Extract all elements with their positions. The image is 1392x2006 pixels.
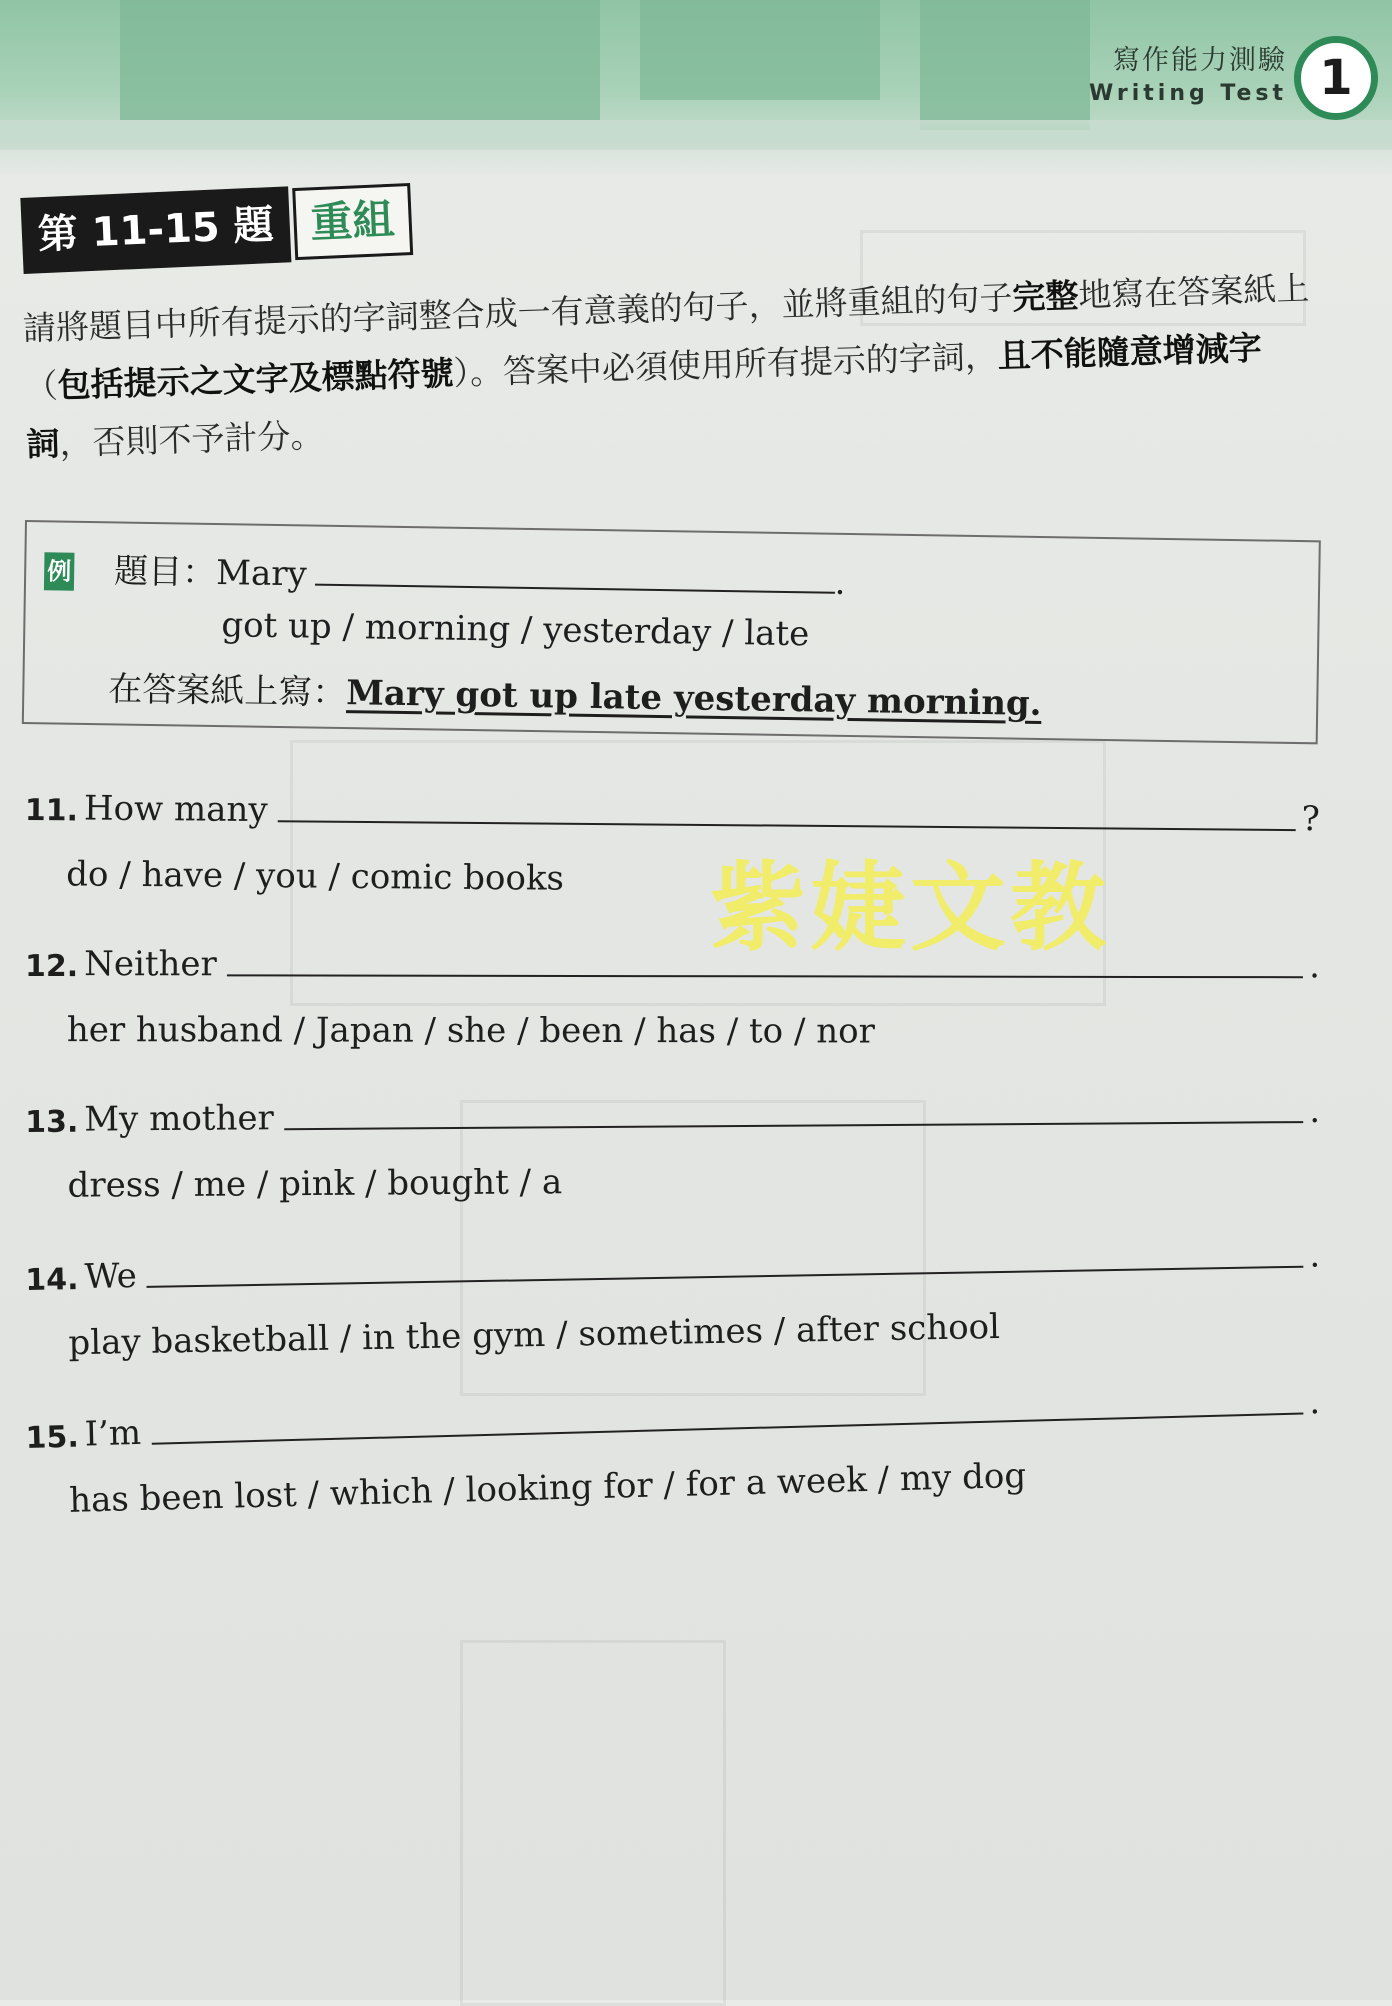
question-end: . bbox=[1309, 1090, 1321, 1132]
question-words: play basketball / in the gym / sometimes / after school bbox=[68, 1306, 1001, 1364]
background-illustration bbox=[460, 1640, 726, 2006]
question-words: dress / me / pink / bought / a bbox=[67, 1162, 563, 1206]
example-answer-row bbox=[108, 661, 1042, 725]
example-prompt-label: 題目： bbox=[113, 551, 217, 594]
question-12 bbox=[25, 944, 1320, 1052]
question-start: I’m bbox=[84, 1412, 142, 1455]
instruction-bold: 且不能隨意增減字詞 bbox=[25, 328, 1263, 464]
section-label bbox=[20, 181, 413, 274]
example-prompt-end: . bbox=[834, 562, 846, 603]
question-number: 15. bbox=[25, 1419, 80, 1456]
instruction-bold: 包括提示之文字及標點符號 bbox=[57, 353, 455, 405]
example-answer: Mary got up late yesterday morning. bbox=[346, 673, 1042, 724]
header-decor-block bbox=[120, 0, 600, 120]
question-words: has been lost / which / looking for / for a week / my dog bbox=[68, 1455, 1027, 1521]
question-words: her husband / Japan / she / been / has / to / nor bbox=[66, 1010, 875, 1052]
question-prompt-row bbox=[25, 1091, 1320, 1140]
answer-blank-line bbox=[147, 1266, 1304, 1288]
question-start: How many bbox=[83, 788, 268, 831]
example-answer-label: 在答案紙上寫： bbox=[108, 669, 347, 714]
section-type: 重組 bbox=[292, 183, 413, 260]
question-14 bbox=[25, 1235, 1322, 1364]
question-number: 14. bbox=[25, 1262, 79, 1298]
header-fade bbox=[0, 120, 1392, 180]
instruction-text: ）。答案中必須使用所有提示的字詞， bbox=[452, 336, 999, 393]
instructions bbox=[22, 259, 1317, 473]
answer-blank-line bbox=[227, 974, 1303, 978]
question-start: Neither bbox=[84, 944, 217, 985]
question-start: My mother bbox=[84, 1098, 274, 1140]
answer-blank-line bbox=[151, 1413, 1303, 1445]
example-tag: 例 bbox=[44, 552, 75, 590]
test-title-en: Writing Test bbox=[1088, 81, 1287, 106]
test-title-zh: 寫作能力測驗 bbox=[1113, 45, 1287, 76]
question-11 bbox=[24, 788, 1320, 905]
example-box bbox=[22, 520, 1321, 744]
answer-blank-line bbox=[278, 820, 1296, 831]
example-blank-line bbox=[315, 558, 835, 594]
header-decor-block bbox=[920, 0, 1090, 130]
question-number: 11. bbox=[24, 792, 79, 829]
example-words: got up / morning / yesterday / late bbox=[221, 605, 810, 655]
question-end: . bbox=[1308, 1235, 1321, 1276]
test-number-badge: 1 bbox=[1294, 36, 1378, 120]
header-decor-block bbox=[640, 0, 880, 100]
answer-blank-line bbox=[284, 1121, 1304, 1130]
question-13 bbox=[25, 1091, 1321, 1206]
instruction-text: 地寫在答案紙上（ bbox=[24, 268, 1310, 406]
question-end: . bbox=[1309, 946, 1320, 987]
test-title bbox=[1089, 38, 1287, 106]
question-number: 12. bbox=[24, 949, 79, 985]
example-prompt bbox=[114, 543, 846, 603]
example-prompt-start: Mary bbox=[215, 553, 308, 595]
question-number: 13. bbox=[25, 1104, 79, 1140]
question-end: . bbox=[1308, 1382, 1321, 1423]
watermark: 紫婕文教 bbox=[710, 852, 1110, 964]
question-words: do / have / you / comic books bbox=[66, 854, 565, 899]
question-end: ? bbox=[1301, 799, 1320, 840]
question-prompt-row bbox=[25, 788, 1320, 839]
question-prompt-row bbox=[25, 944, 1320, 986]
instruction-text: 請將題目中所有提示的字詞整合成一有意義的句子，並將重組的句子 bbox=[22, 277, 1014, 348]
section-range: 第 11-15 題 bbox=[20, 186, 291, 274]
instruction-text: ，否則不予計分。 bbox=[58, 415, 325, 463]
instruction-bold: 完整 bbox=[1011, 275, 1079, 317]
question-15 bbox=[25, 1382, 1322, 1522]
question-start: We bbox=[84, 1256, 138, 1297]
